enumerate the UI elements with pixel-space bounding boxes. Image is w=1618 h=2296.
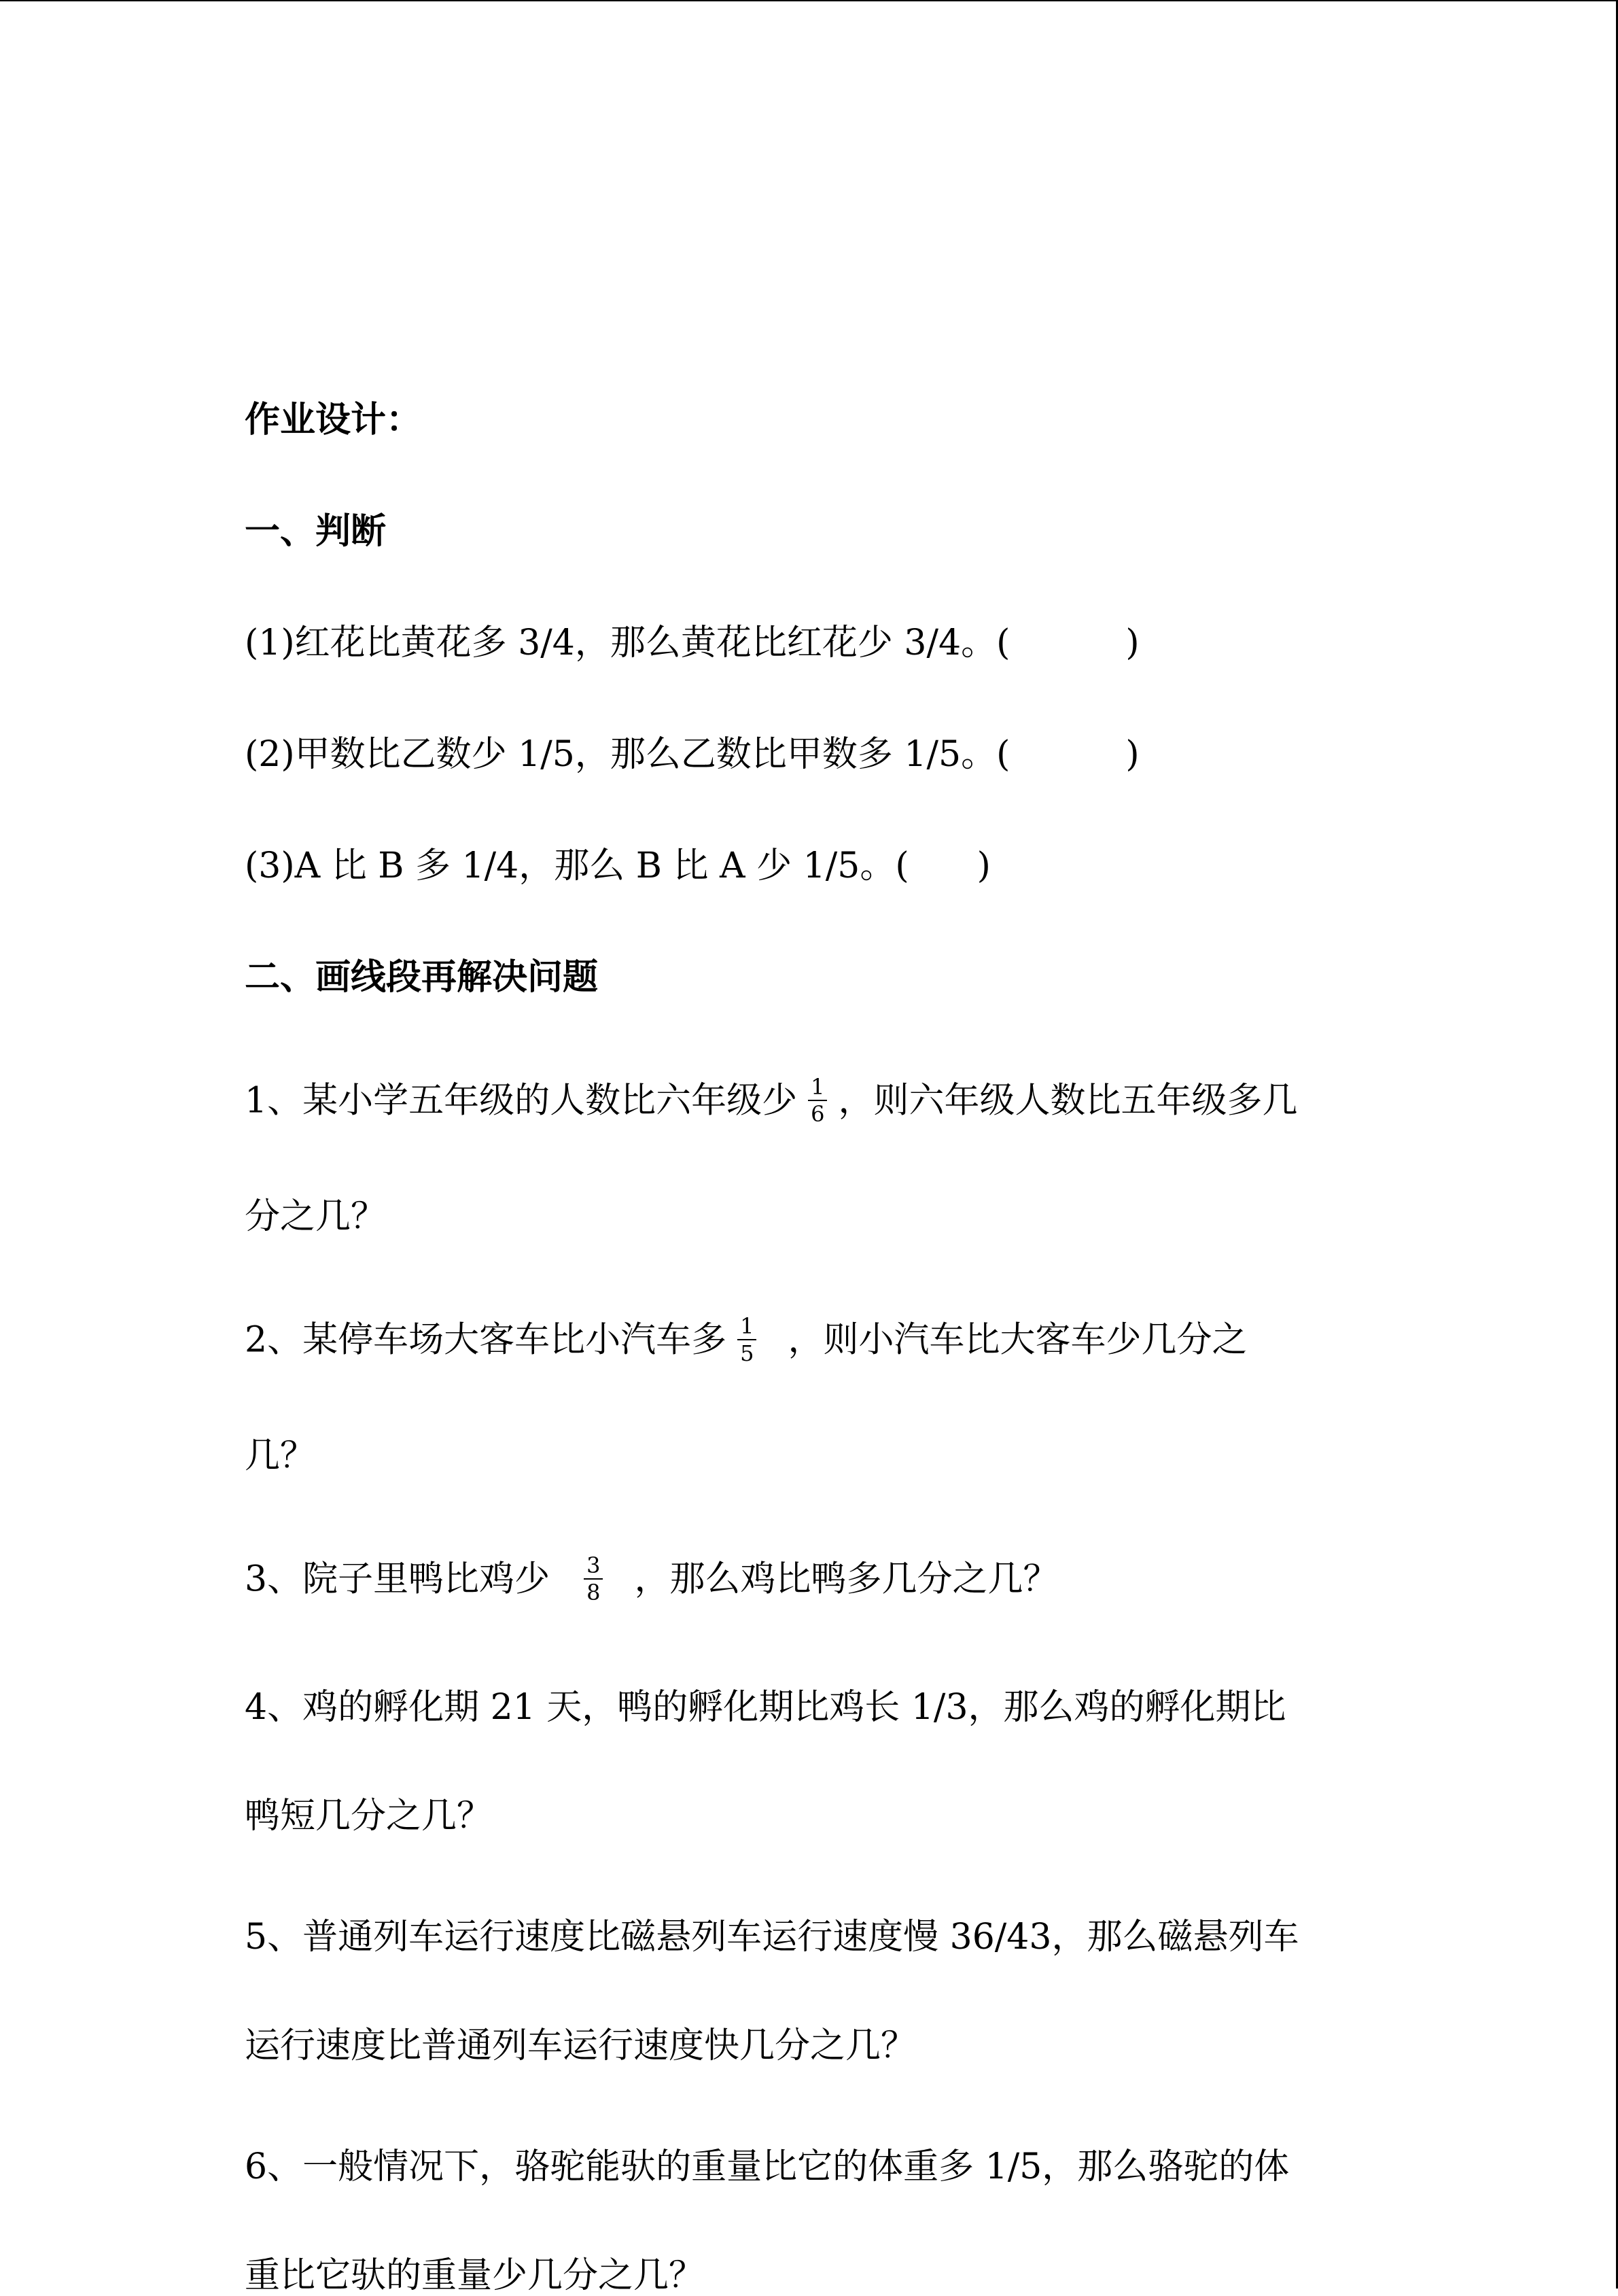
question-3-text-after: ，那么鸡比鸭多几分之几？ xyxy=(634,1559,1059,1600)
fraction xyxy=(737,1315,756,1365)
question-3-line-1 xyxy=(245,1552,1386,1607)
section-heading-problems: 二、画线段再解决问题 xyxy=(245,957,599,998)
question-6-line-1: 6、一般情况下，骆驼能驮的重量比它的体重多 1/5，那么骆驼的体 xyxy=(245,2146,1290,2187)
question-3-text-before: 3、院子里鸭比鸡少 xyxy=(245,1559,550,1600)
question-1-text-after: ，则六年级人数比五年级多几 xyxy=(838,1080,1298,1121)
worksheet-page xyxy=(245,400,1386,2296)
question-1-line-2: 分之几？ xyxy=(245,1196,387,1237)
fraction xyxy=(808,1075,827,1126)
fraction-numerator: 1 xyxy=(811,1074,825,1100)
judgement-item-2-close: ) xyxy=(1125,734,1140,775)
question-2-text-before: 2、某停车场大客车比小汽车多 xyxy=(245,1319,727,1361)
fraction-denominator: 5 xyxy=(740,1340,754,1366)
judgement-item-2-text: (2)甲数比乙数少 1/5，那么乙数比甲数多 1/5。( xyxy=(245,734,1010,775)
question-5-line-1: 5、普通列车运行速度比磁悬列车运行速度慢 36/43，那么磁悬列车 xyxy=(245,1917,1299,1958)
question-2-line-2: 几？ xyxy=(245,1436,316,1476)
fraction xyxy=(584,1554,603,1604)
judgement-item-3 xyxy=(245,846,1386,886)
section-heading-judgement: 一、判断 xyxy=(245,511,387,552)
judgement-item-2 xyxy=(245,734,1386,775)
question-1-text-before: 1、某小学五年级的人数比六年级少 xyxy=(245,1080,798,1121)
fraction-denominator: 6 xyxy=(811,1101,825,1127)
page-title: 作业设计： xyxy=(245,400,422,440)
question-6-line-2: 重比它驮的重量少几分之几？ xyxy=(245,2255,705,2296)
fraction-numerator: 1 xyxy=(740,1313,754,1339)
judgement-item-1 xyxy=(245,623,1386,663)
judgement-item-3-close: ) xyxy=(977,846,991,886)
question-2-text-after: ，则小汽车比大客车少几分之 xyxy=(788,1319,1248,1361)
judgement-item-1-text: (1)红花比黄花多 3/4，那么黄花比红花少 3/4。( xyxy=(245,623,1010,663)
judgement-item-1-close: ) xyxy=(1125,623,1140,663)
question-4-line-1: 4、鸡的孵化期 21 天，鸭的孵化期比鸡长 1/3，那么鸡的孵化期比 xyxy=(245,1687,1286,1728)
top-border xyxy=(0,0,1618,1)
fraction-numerator: 3 xyxy=(586,1552,601,1578)
judgement-item-3-text: (3)A 比 B 多 1/4，那么 B 比 A 少 1/5。( xyxy=(245,846,909,886)
question-2-line-1 xyxy=(245,1313,1386,1368)
fraction-denominator: 8 xyxy=(586,1580,601,1605)
question-4-line-2: 鸭短几分之几？ xyxy=(245,1796,493,1837)
question-1-line-1 xyxy=(245,1074,1386,1128)
question-5-line-2: 运行速度比普通列车运行速度快几分之几？ xyxy=(245,2025,917,2066)
